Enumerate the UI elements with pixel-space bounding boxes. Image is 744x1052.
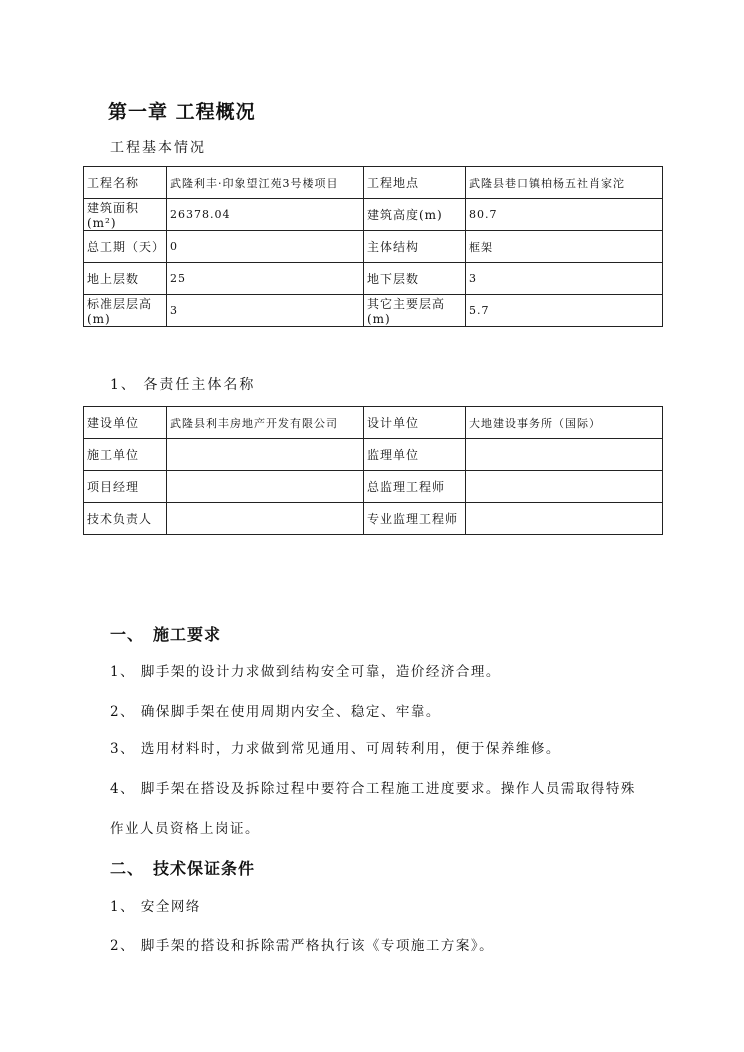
parties-table — [83, 406, 663, 535]
field-value: 框架 — [466, 231, 663, 263]
paragraph: 2、 脚手架的搭设和拆除需严格执行该《专项施工方案》。 — [110, 938, 495, 954]
field-label: 监理单位 — [364, 439, 466, 471]
field-label: 地下层数 — [364, 263, 466, 295]
field-value: 26378.04 — [167, 199, 364, 231]
table-row — [84, 231, 663, 263]
field-label: 标准层层高(m) — [84, 295, 167, 327]
field-label: 总工期（天） — [84, 231, 167, 263]
field-value: 80.7 — [466, 199, 663, 231]
table-row — [84, 167, 663, 199]
paragraph: 4、 脚手架在搭设及拆除过程中要符合工程施工进度要求。操作人员需取得特殊 — [110, 781, 636, 797]
field-label: 总监理工程师 — [364, 471, 466, 503]
field-label: 项目经理 — [84, 471, 167, 503]
field-value — [167, 471, 364, 503]
field-value: 5.7 — [466, 295, 663, 327]
field-label: 施工单位 — [84, 439, 167, 471]
field-label: 建设单位 — [84, 407, 167, 439]
field-value: 3 — [466, 263, 663, 295]
table-row — [84, 199, 663, 231]
table-row — [84, 503, 663, 535]
table-row — [84, 407, 663, 439]
section-heading-technical: 二、 技术保证条件 — [110, 859, 256, 878]
field-value: 3 — [167, 295, 364, 327]
field-label: 地上层数 — [84, 263, 167, 295]
field-label: 工程地点 — [364, 167, 466, 199]
field-value — [466, 471, 663, 503]
table-row — [84, 439, 663, 471]
field-value: 武隆县巷口镇柏杨五社肖家沱 — [466, 167, 663, 199]
field-value: 武隆利丰·印象望江苑3号楼项目 — [167, 167, 364, 199]
field-value — [466, 439, 663, 471]
field-value — [466, 503, 663, 535]
chapter-title: 第一章 工程概况 — [108, 101, 256, 123]
field-label: 专业监理工程师 — [364, 503, 466, 535]
section-heading-requirements: 一、 施工要求 — [110, 625, 222, 644]
field-label: 主体结构 — [364, 231, 466, 263]
table-row — [84, 263, 663, 295]
field-label: 技术负责人 — [84, 503, 167, 535]
field-value — [167, 503, 364, 535]
parties-heading: 1、 各责任主体名称 — [110, 377, 256, 393]
field-label: 建筑面积(m²) — [84, 199, 167, 231]
basic-info-table — [83, 166, 663, 327]
paragraph: 3、 选用材料时，力求做到常见通用、可周转利用，便于保养维修。 — [110, 741, 561, 757]
field-value — [167, 439, 364, 471]
field-value: 大地建设事务所（国际） — [466, 407, 663, 439]
table-row — [84, 295, 663, 327]
field-value: 武隆县利丰房地产开发有限公司 — [167, 407, 364, 439]
paragraph: 2、 确保脚手架在使用周期内安全、稳定、牢靠。 — [110, 704, 441, 720]
field-value: 25 — [167, 263, 364, 295]
field-value: 0 — [167, 231, 364, 263]
field-label: 建筑高度(m) — [364, 199, 466, 231]
paragraph: 1、 安全网络 — [110, 899, 201, 915]
field-label: 设计单位 — [364, 407, 466, 439]
table-row — [84, 471, 663, 503]
basic-info-heading: 工程基本情况 — [110, 140, 206, 156]
field-label: 其它主要层高(m) — [364, 295, 466, 327]
paragraph: 1、 脚手架的设计力求做到结构安全可靠，造价经济合理。 — [110, 664, 501, 680]
field-label: 工程名称 — [84, 167, 167, 199]
paragraph: 作业人员资格上岗证。 — [110, 821, 260, 837]
